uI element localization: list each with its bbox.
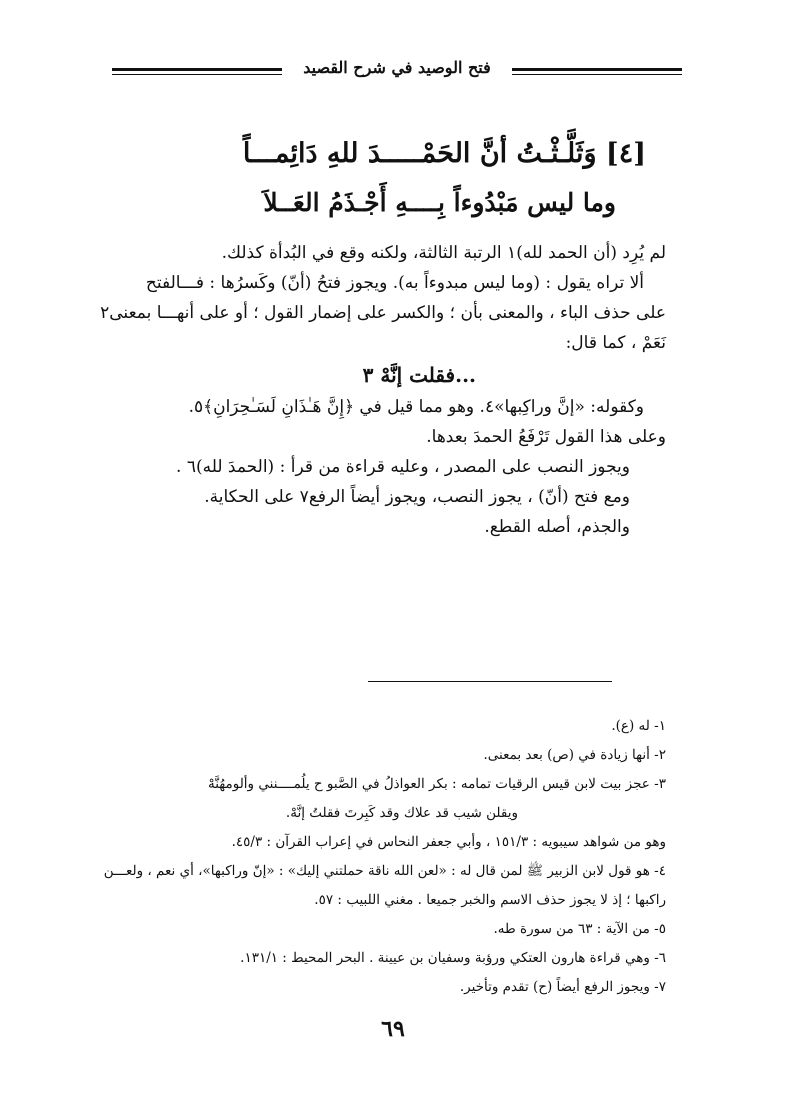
footnote: ٣- عجز بيت لابن قيس الرقيات تمامه : بكر العواذلُ في الصَّبو ح يلُمــــنني وألومهُنَّهْ — [207, 776, 666, 792]
body-line: ومع فتح (أنّ) ، يجوز النصب، ويجوز أيضاً الرفع٧ على الحكاية. — [204, 487, 630, 507]
page-number: ٦٩ — [381, 1016, 405, 1042]
body-line: والجذم، أصله القطع. — [484, 517, 630, 537]
body-line: على حذف الباء ، والمعنى بأن ؛ والكسر على إضمار القول ؛ أو على أنهـــا بمعنى٢ — [100, 303, 666, 323]
footnote: ٤- هو قول لابن الزبير ﷺ لمن قال له : «لعن الله ناقة حملتني إليك» : «إنّ وراكبها»، أي نعم ، ولعـــن — [103, 863, 666, 879]
footnote-continuation: ويقلن شيب قد علاك وقد كَبِرتَ فقلتُ إنَّهْ. — [285, 805, 518, 821]
footnote: ١- له (ع). — [611, 718, 666, 734]
body-line: وعلى هذا القول تَرْفَعُ الحمدَ بعدها. — [426, 427, 666, 447]
footnote-separator — [368, 681, 612, 682]
body-line: ويجوز النصب على المصدر ، وعليه قراءة من قرأ : (الحمدَ لله)٦ . — [176, 457, 630, 477]
footnote: ٦- وهي قراءة هارون العتكي ورؤبة وسفيان بن عيينة . البحر المحيط : ١٣١/١. — [240, 950, 666, 966]
footnotes — [103, 712, 666, 1002]
body-line: وكقوله: «إنَّ وراكِبها»٤. وهو مما قيل في ﴿إِنَّ هَـٰذَانِ لَسَـٰحِرَانِ﴾٥. — [188, 397, 644, 417]
body-line: نَعَمْ ، كما قال: — [565, 333, 666, 353]
header-rule-left — [112, 68, 282, 75]
footnote: ٥- من الآية : ٦٣ من سورة طه. — [493, 921, 666, 937]
footnote-continuation: وهو من شواهد سيبويه : ١٥١/٣ ، وأبي جعفر النحاس في إعراب القرآن : ٤٥/٣. — [231, 834, 666, 850]
body-line: لم يُرِد (أن الحمد لله)١ الرتبة الثالثة، ولكنه وقع في البُدأة كذلك. — [221, 243, 666, 263]
poetry-quote: ...فقلت إنَّهْ ٣ — [362, 363, 476, 387]
header-title: فتح الوصيد في شرح القصيد — [303, 58, 491, 77]
body-line: ألا تراه يقول : (وما ليس مبدوءاً به). ويجوز فتحُ (أنّ) وكَسرُها : فـــالفتح — [145, 273, 644, 293]
verse-line-1: [٤] وَثَلَّـثْـتُ أنَّ الحَمْـــــدَ للهِ دَائِمـــاً — [242, 138, 646, 169]
commentary-text — [100, 238, 666, 542]
verse-line-2: وما ليس مَبْدُوءاً بِــــهِ أَجْـذَمُ العَــلاَ — [263, 188, 616, 217]
running-header — [112, 56, 682, 86]
footnote-continuation: راكبها ؛ إذ لا يجوز حذف الاسم والخبر جميعا . مغني اللبيب : ٥٧. — [314, 892, 666, 908]
footnote: ٧- ويجوز الرفع أيضاً (ح) تقدم وتأخير. — [459, 979, 666, 995]
footnote: ٢- أنها زيادة في (ص) بعد بمعنى. — [483, 747, 666, 763]
